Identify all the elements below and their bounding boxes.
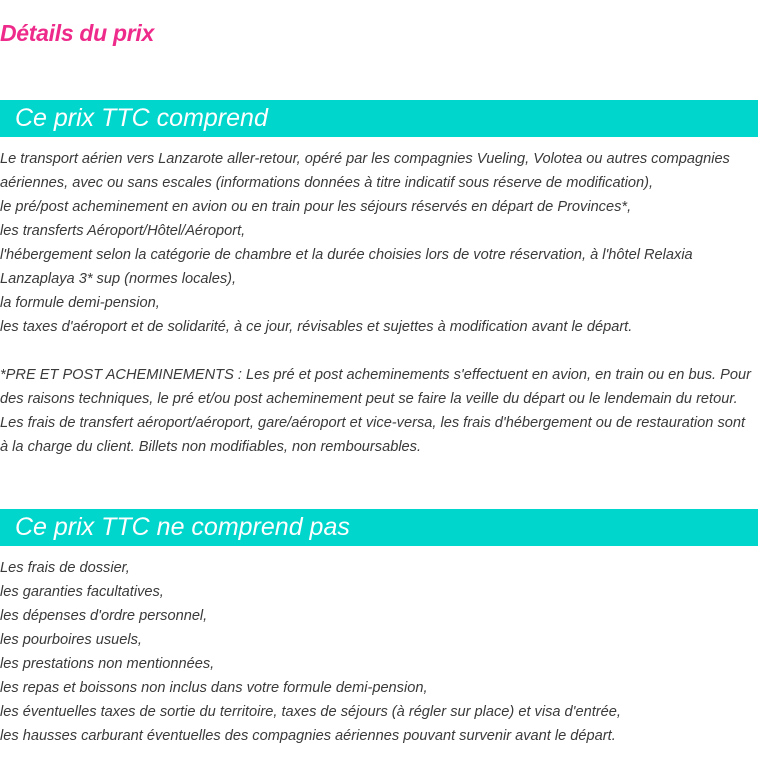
excluded-item-exit-taxes-visa: les éventuelles taxes de sortie du territoire, taxes de séjours (à régler sur place) et visa d'entrée, [0,704,621,720]
page-title: Détails du prix [0,20,154,46]
included-item-taxes: les taxes d'aéroport et de solidarité, à ce jour, révisables et sujettes à modification avant le départ. [0,319,633,335]
excluded-item-personal-expenses: les dépenses d'ordre personnel, [0,608,208,624]
excluded-item-tips: les pourboires usuels, [0,632,142,648]
included-item-transfers: les transferts Aéroport/Hôtel/Aéroport, [0,223,246,239]
paragraph-spacer [0,339,756,363]
included-item-pre-post: le pré/post acheminement en avion ou en train pour les séjours réservés en départ de Provinces*, [0,199,632,215]
excluded-item-booking-fees: Les frais de dossier, [0,560,130,576]
excluded-section-body [0,556,756,748]
included-item-half-board: la formule demi-pension, [0,295,160,311]
excluded-item-meals-drinks: les repas et boissons non inclus dans votre formule demi-pension, [0,680,428,696]
included-section-body [0,147,756,459]
excluded-item-unmentioned-services: les prestations non mentionnées, [0,656,215,672]
included-footnote: *PRE ET POST ACHEMINEMENTS : Les pré et post acheminements s'effectuent en avion, en train ou en bus. Pour des raisons techniques, le pré et/ou post acheminement peut se faire la veille du départ ou le lendemain du retour. Les frais de transfert aéroport/aéroport, gare/aéroport et vice-versa, les frais d'hébergement ou de restauration sont à la charge du client. Billets non modifiables, non remboursables. [0,367,751,455]
included-section-heading: Ce prix TTC comprend [0,100,758,137]
included-item-transport: Le transport aérien vers Lanzarote aller-retour, opéré par les compagnies Vueling, Volotea ou autres compagnies aériennes, avec ou sans escales (informations données à titre indicatif sous réserve de modification), [0,151,730,191]
excluded-item-fuel-surcharge: les hausses carburant éventuelles des compagnies aériennes pouvant survenir avant le départ. [0,728,616,744]
included-item-hotel: l'hébergement selon la catégorie de chambre et la durée choisies lors de votre réservation, à l'hôtel Relaxia Lanzaplaya 3* sup (normes locales), [0,247,693,287]
excluded-item-optional-insurance: les garanties facultatives, [0,584,164,600]
excluded-section-heading: Ce prix TTC ne comprend pas [0,509,758,546]
